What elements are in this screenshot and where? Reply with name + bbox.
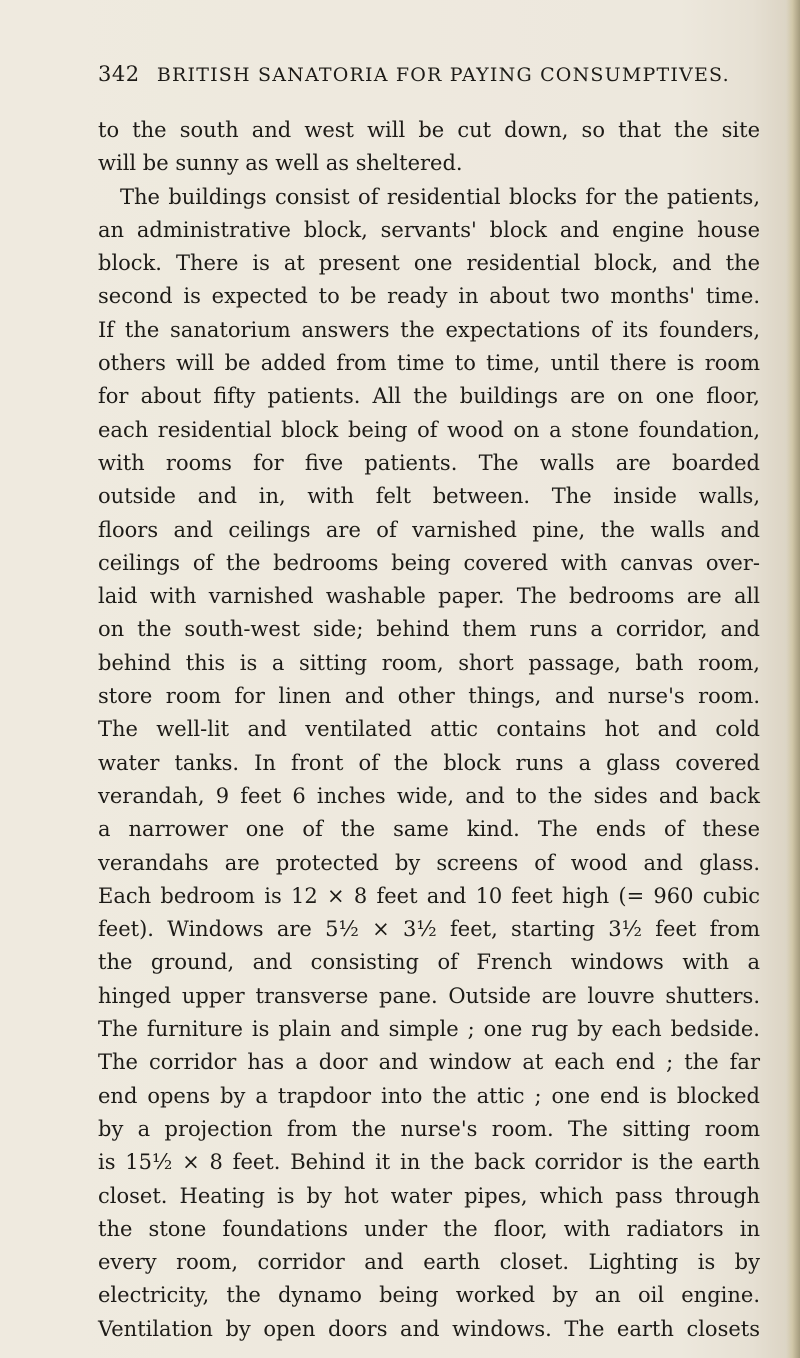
text-line: will be sunny as well as sheltered. [98, 151, 463, 176]
text-line: to the south and west will be cut down, so that the site [98, 118, 760, 142]
running-title: BRITISH SANATORIA FOR PAYING CONSUMPTIVES. [156, 64, 730, 86]
text-line: outside and in, with felt between. The inside walls, [98, 484, 760, 509]
text-line: verandah, 9 feet 6 inches wide, and to the sides and back [98, 783, 760, 808]
text-line: block. There is at present one residential block, and the [98, 251, 760, 276]
body-text [98, 114, 760, 1346]
text-line: hinged upper transverse pane. Outside are louvre shutters. [98, 983, 760, 1008]
text-line: The corridor has a door and window at each end ; the far [98, 1050, 760, 1075]
text-line: The buildings consist of residential blocks for the patients, [120, 184, 760, 209]
text-line: the stone foundations under the floor, with radiators in [98, 1216, 760, 1241]
text-line: an administrative block, servants' block and engine house [98, 217, 760, 242]
running-header [98, 62, 758, 86]
text-line: floors and ceilings are of varnished pine, the walls and [98, 517, 760, 542]
text-line: end opens by a trapdoor into the attic ; one end is blocked [98, 1083, 760, 1108]
text-line: every room, corridor and earth closet. Lighting is by [98, 1250, 760, 1275]
page-number: 342 [98, 62, 140, 86]
text-line: Each bedroom is 12 × 8 feet and 10 feet high (= 960 cubic [98, 883, 760, 908]
text-line: each residential block being of wood on a stone foundation, [98, 417, 760, 442]
text-line: ceilings of the bedrooms being covered with canvas over- [98, 550, 760, 575]
page-edge-shadow [786, 0, 800, 1358]
text-line: second is expected to be ready in about two months' time. [98, 284, 760, 309]
text-line: The furniture is plain and simple ; one rug by each bedside. [98, 1017, 760, 1042]
text-line: a narrower one of the same kind. The ends of these [98, 817, 760, 842]
text-line: electricity, the dynamo being worked by an oil engine. [98, 1283, 760, 1308]
text-line: for about fifty patients. All the buildings are on one floor, [98, 384, 760, 409]
text-line: verandahs are protected by screens of wood and glass. [98, 850, 760, 875]
text-line: others will be added from time to time, until there is room [98, 351, 760, 376]
text-line: water tanks. In front of the block runs a glass covered [98, 750, 760, 775]
text-line: If the sanatorium answers the expectations of its founders, [98, 317, 760, 342]
text-line: closet. Heating is by hot water pipes, which pass through [98, 1183, 760, 1208]
text-line: behind this is a sitting room, short passage, bath room, [98, 650, 760, 675]
text-line: feet). Windows are 5½ × 3½ feet, starting 3½ feet from [98, 917, 760, 942]
text-line: the ground, and consisting of French windows with a [98, 950, 760, 975]
text-line: store room for linen and other things, and nurse's room. [98, 684, 760, 709]
text-line: The well-lit and ventilated attic contains hot and cold [98, 717, 760, 742]
text-line: by a projection from the nurse's room. The sitting room [98, 1116, 760, 1141]
text-line: laid with varnished washable paper. The bedrooms are all [98, 584, 760, 609]
text-line: Ventilation by open doors and windows. The earth closets [98, 1316, 760, 1341]
text-line: on the south-west side; behind them runs a corridor, and [98, 617, 760, 642]
text-line: is 15½ × 8 feet. Behind it in the back corridor is the earth [98, 1150, 760, 1175]
text-line: with rooms for five patients. The walls are boarded [98, 450, 760, 475]
